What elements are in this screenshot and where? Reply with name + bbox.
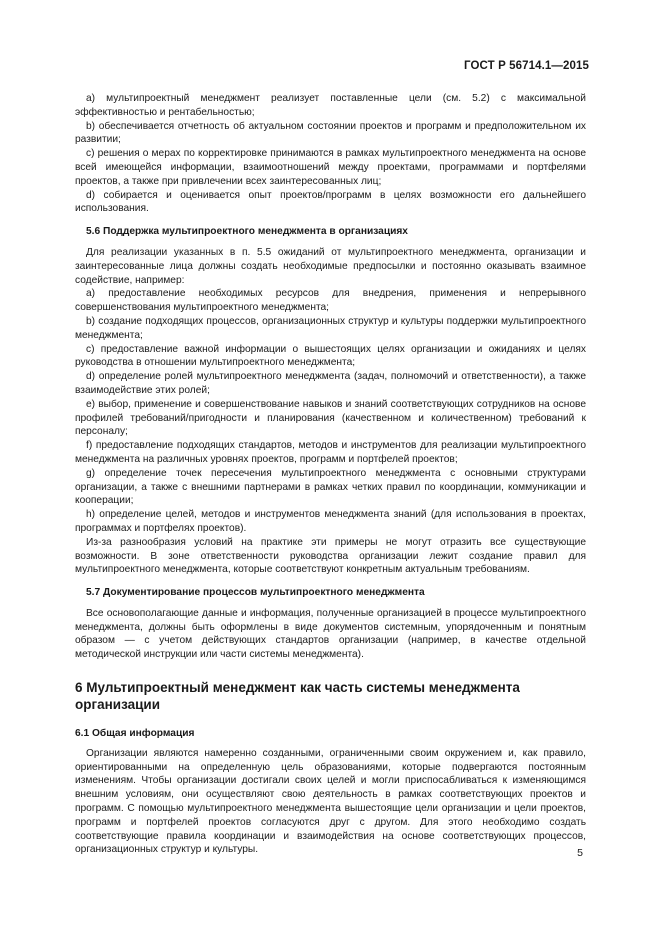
- section-body: Все основополагающие данные и информация, полученные организацией в процессе мультипроектного менеджмента, должны быть оформлены в виде документов системным, упорядоченным и понятным образом — с учетом действующих стандартов организации (например, в качестве отдельной методической инструкции или части системы менеджмента).: [75, 607, 586, 661]
- section-body: Организации являются намеренно созданными, ограниченными своим окружением и, как правило, ориентированными на определенную цель образованиями, которые подвергаются постоянным изменениям. Чтобы организации достигали своих целей и могли приспосабливаться к изменяющимся внешним условиям, они осуществляют свою деятельность в рамках соответствующих проектов и программ. С помощью мультипроектного менеджмента вышестоящие цели организации и цели проектов, программ и портфелей проектов согласуются друг с другом. Для этого необходимо создать соответствующие правила координации и взаимодействия на основе соответствующих процессов, организационных структур и культуры.: [75, 747, 586, 856]
- document-header: ГОСТ Р 56714.1—2015: [464, 60, 589, 72]
- page-content: [75, 92, 586, 857]
- section-closing: Из-за разнообразия условий на практике эти примеры не могут отразить все существующие возможности. В зоне ответственности руководства организации лежит создание правил для мультипроектного менеджмента, которые соответствуют конкретным актуальным требованиям.: [75, 536, 586, 576]
- list-item: f) предоставление подходящих стандартов, методов и инструментов для реализации мультипроектного менеджмента на различных уровнях проектов, программ и портфелей проектов;: [75, 440, 586, 465]
- list-item: b) обеспечивается отчетность об актуальном состоянии проектов и программ и предположительном их развитии;: [75, 120, 586, 146]
- list-item: b) создание подходящих процессов, организационных структур и культуры поддержки мультипроектного менеджмента;: [75, 315, 586, 341]
- chapter-heading-6: 6 Мультипроектный менеджмент как часть системы менеджмента организации: [75, 680, 520, 713]
- section-heading-6-1: 6.1 Общая информация: [75, 728, 195, 740]
- list-item: c) предоставление важной информации о вышестоящих целях организации и ожиданиях и целях руководства в отношении мультипроектного менеджмента;: [75, 343, 586, 369]
- section-lead: Для реализации указанных в п. 5.5 ожиданий от мультипроектного менеджмента, организации и заинтересованные лица должны создать необходимые предпосылки и постоянно оказывать взаимное содействие, например:: [75, 246, 586, 286]
- list-item: c) решения о мерах по корректировке принимаются в рамках мультипроектного менеджмента на основе всей имеющейся информации, взаимоотношений между проектами, программами и портфелями проектов, а также при привлечении всех заинтересованных лиц;: [75, 148, 586, 187]
- list-item: a) предоставление необходимых ресурсов для внедрения, применения и непрерывного совершенствования мультипроектного менеджмента;: [75, 288, 586, 314]
- list-item: a) мультипроектный менеджмент реализует поставленные цели (см. 5.2) с максимальной эффективностью и рентабельностью;: [75, 93, 586, 118]
- list-item: e) выбор, применение и совершенствование навыков и знаний соответствующих сотрудников на основе профилей требований/пригодности и планирования (качественном и количественном) требований к персоналу;: [75, 398, 586, 438]
- section-heading-5-7: 5.7 Документирование процессов мультипроектного менеджмента: [86, 587, 425, 599]
- list-item: d) собирается и оценивается опыт проектов/программ в целях возможности его дальнейшего использования.: [75, 189, 586, 215]
- list-item: d) определение ролей мультипроектного менеджмента (задач, полномочий и ответственности), а также взаимодействие этих ролей;: [75, 371, 586, 396]
- page-number: 5: [577, 847, 583, 859]
- list-item: h) определение целей, методов и инструментов менеджмента знаний (для использования в проектах, программах и портфелях проектов).: [75, 509, 586, 534]
- list-item: g) определение точек пересечения мультипроектного менеджмента с основными структурами организации, а также с внешними партнерами в рамках четких правил по координации, коммуникации и кооперации;: [75, 467, 586, 507]
- section-heading-5-6: 5.6 Поддержка мультипроектного менеджмента в организациях: [86, 226, 408, 238]
